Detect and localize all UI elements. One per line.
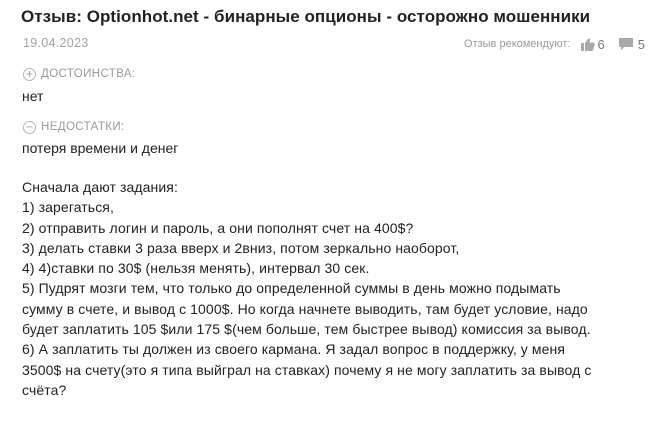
body-line: сумму в счете, и вывод с 1000$. Но когда начнете выводить, там будет условие, надо bbox=[22, 300, 588, 317]
minus-circle-icon: − bbox=[23, 121, 36, 134]
comments-count: 5 bbox=[637, 36, 645, 52]
pros-header bbox=[23, 66, 136, 82]
body-line: 2) отправить логин и пароль, а они пополнят счет на 400$? bbox=[22, 219, 414, 236]
body-line: 1) зарегаться, bbox=[22, 199, 114, 216]
comment-icon[interactable] bbox=[619, 38, 633, 51]
cons-label: НЕДОСТАТКИ: bbox=[41, 121, 125, 133]
review-date: 19.04.2023 bbox=[23, 36, 89, 50]
cons-header bbox=[23, 119, 125, 135]
recommend-block bbox=[464, 36, 645, 52]
recommend-label: Отзыв рекомендуют: bbox=[464, 38, 571, 50]
body-line: 6) А заплатить ты должен из своего кармана. Я задал вопрос в поддержку, у меня bbox=[22, 341, 566, 358]
pros-text: нет bbox=[22, 88, 44, 104]
thumbs-up-icon[interactable] bbox=[581, 38, 595, 51]
cons-text: потеря времени и денег bbox=[22, 140, 179, 156]
body-line: будет заплатить 105 $или 175 $(чем больше, тем быстрее вывод) комиссия за вывод. bbox=[22, 321, 591, 338]
review-meta bbox=[23, 36, 653, 54]
body-line: 3500$ на счету(это я типа выйграл на ставках) почему я не могу заплатить за вывод с bbox=[22, 361, 592, 378]
likes-count: 6 bbox=[597, 36, 605, 52]
body-line: 4) 4)ставки по 30$ (нельзя менять), интервал 30 сек. bbox=[22, 260, 370, 277]
plus-circle-icon: + bbox=[23, 68, 36, 81]
review-body bbox=[22, 177, 662, 400]
body-line: счёта? bbox=[22, 381, 67, 398]
body-line: Сначала дают задания: bbox=[22, 179, 178, 195]
pros-label: ДОСТОИНСТВА: bbox=[41, 68, 136, 80]
body-line: 5) Пудрят мозги тем, что только до определенной суммы в день можно подымать bbox=[22, 280, 561, 297]
review-title: Отзыв: Optionhot.net - бинарные опционы - осторожно мошенники bbox=[21, 7, 591, 26]
body-line: 3) делать ставки 3 раза вверх и 2вниз, потом зеркально наоборот, bbox=[22, 239, 460, 256]
